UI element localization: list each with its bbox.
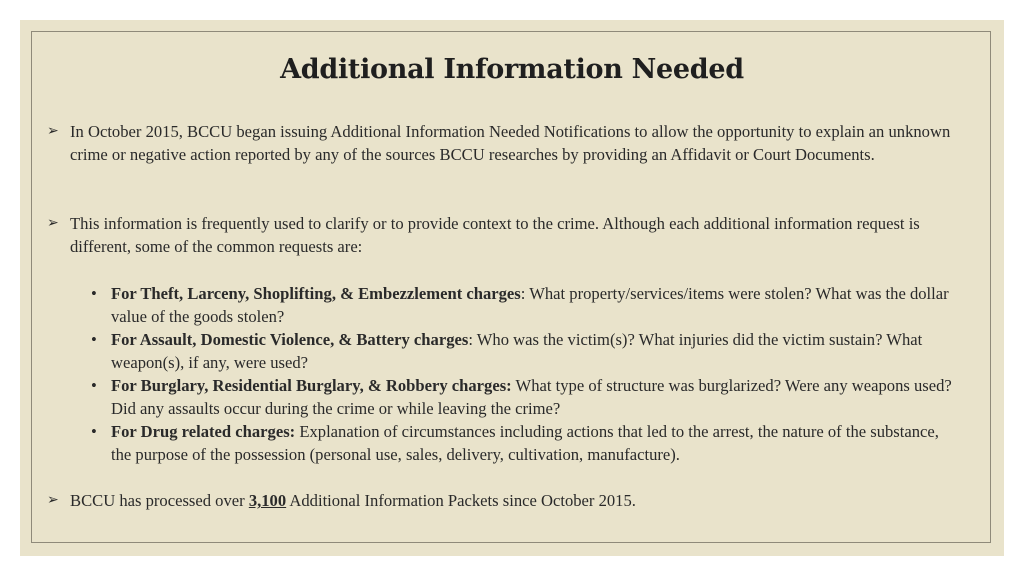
paragraph-context-text: This information is frequently used to clarify or to provide context to the crime. Although each additional information request is different, some of the common requests are: bbox=[70, 214, 920, 256]
paragraph-intro-text: In October 2015, BCCU began issuing Additional Information Needed Notifications to allow the opportunity to explain an unknown crime or negative action reported by any of the sources BCCU researches by providing an Affidavit or Court Documents. bbox=[70, 122, 951, 164]
bullet-dot-icon: • bbox=[91, 376, 97, 395]
bullet-dot-icon: • bbox=[91, 284, 97, 303]
bullet-dot-icon: • bbox=[91, 422, 97, 441]
paragraph-intro bbox=[47, 120, 957, 166]
bullet-dot-icon: • bbox=[91, 330, 97, 349]
request-text: Explanation of circumstances including actions that led to the arrest, the nature of the substance, the purpose of the possession (personal use, sales, delivery, cultivation, manufacture). bbox=[111, 422, 939, 464]
request-text: : What property/services/items were stolen? What was the dollar value of the goods stolen? bbox=[111, 284, 949, 326]
summary-text-pre: BCCU has processed over bbox=[70, 491, 249, 510]
list-item bbox=[87, 328, 962, 374]
request-label: For Drug related charges: bbox=[111, 422, 296, 441]
request-label: For Assault, Domestic Violence, & Battery charges bbox=[111, 330, 469, 349]
packets-count: 3,100 bbox=[248, 491, 287, 510]
arrow-bullet-icon: ➢ bbox=[47, 216, 59, 231]
list-item bbox=[87, 282, 962, 328]
request-text: What type of structure was burglarized? Were any weapons used? Did any assaults occur during the crime or while leaving the crime? bbox=[111, 376, 952, 418]
request-label: For Theft, Larceny, Shoplifting, & Embezzlement charges bbox=[111, 284, 521, 303]
paragraph-summary bbox=[47, 489, 957, 512]
summary-text-post: Additional Information Packets since October 2015. bbox=[286, 491, 636, 510]
list-item bbox=[87, 374, 962, 420]
slide bbox=[20, 20, 1004, 556]
list-item bbox=[87, 420, 962, 466]
arrow-bullet-icon: ➢ bbox=[47, 493, 59, 508]
request-text: : Who was the victim(s)? What injuries did the victim sustain? What weapon(s), if any, were used? bbox=[111, 330, 923, 372]
request-label: For Burglary, Residential Burglary, & Robbery charges: bbox=[111, 376, 512, 395]
requests-list bbox=[87, 282, 962, 466]
page-title: Additional Information Needed bbox=[280, 54, 744, 85]
arrow-bullet-icon: ➢ bbox=[47, 124, 59, 139]
paragraph-context bbox=[47, 212, 957, 258]
